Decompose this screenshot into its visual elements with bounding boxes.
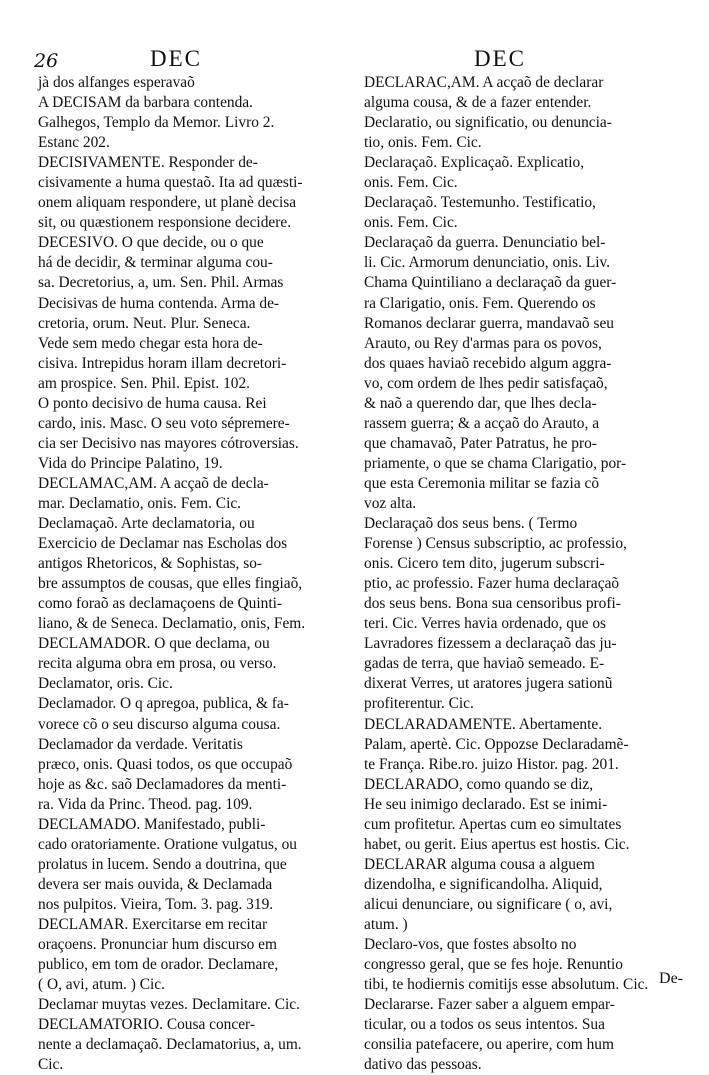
text-line: tio, onis. Fem. Cic. — [364, 134, 482, 152]
text-line: DECLAMATORIO. Cousa concer- — [38, 1016, 255, 1034]
text-line: Declamador da verdade. Veritatis — [38, 735, 243, 753]
text-line: cia ser Decisivo nas mayores cótroversias. — [38, 434, 299, 452]
text-line: Declaraçaõ. Explicaçaõ. Explicatio, — [364, 154, 585, 172]
text-line: & naõ a querendo dar, que lhes decla- — [364, 394, 597, 412]
text-line: alicui denunciare, ou significare ( o, avi, — [364, 895, 613, 913]
text-line: cardo, inis. Masc. O seu voto sépremere- — [38, 414, 290, 432]
text-line: rassem guerra; & a acçaõ do Arauto, a — [364, 414, 600, 432]
text-line: nente a declamaçaõ. Declamatorius, a, um. — [38, 1036, 302, 1054]
text-line: como foraõ as declamaçoens de Quinti- — [38, 595, 283, 613]
text-line: antigos Rhetoricos, & Sophistas, so- — [38, 555, 263, 573]
text-line: Declaro-vos, que fostes absolto no — [364, 936, 577, 954]
text-line: Romanos declarar guerra, mandavaõ seu — [364, 314, 614, 332]
text-line: dativo das pessoas. — [364, 1056, 482, 1074]
text-line: præco, onis. Quasi todos, os que occupaõ — [38, 755, 293, 773]
text-line: gadas de terra, que haviaõ semeado. E- — [364, 655, 605, 673]
text-line: ( O, avi, atum. ) Cic. — [38, 976, 165, 994]
text-line: DECLARADO, como quando se diz, — [364, 775, 594, 793]
text-line: Cic. — [38, 1056, 64, 1074]
text-line: Lavradores fizessem a declaraçaõ das ju- — [364, 635, 617, 653]
text-line: DECESIVO. O que decide, ou o que — [38, 234, 264, 252]
text-line: DECLAMADO. Manifestado, publi- — [38, 815, 266, 833]
text-line: Declaraçaõ. Testemunho. Testificatio, — [364, 194, 596, 212]
text-line: dos quaes haviaõ recebido algum aggra- — [364, 354, 612, 372]
text-line: Declaratio, ou significatio, ou denuncia- — [364, 114, 612, 132]
text-line: DECLAMAC,AM. A acçaõ de decla- — [38, 474, 269, 492]
text-line: cado oratoriamente. Oratione vulgatus, ou — [38, 835, 297, 853]
text-line: Vede sem medo chegar esta hora de- — [38, 334, 263, 352]
catchword: De- — [659, 970, 683, 987]
text-line: que esta Ceremonia militar se fazia cõ — [364, 474, 600, 492]
text-line: DECLARADAMENTE. Abertamente. — [364, 715, 603, 733]
text-line: alguma cousa, & de a fazer entender. — [364, 94, 592, 112]
text-line: te França. Ribe.ro. juizo Histor. pag. 201. — [364, 755, 619, 773]
text-line: Estanc 202. — [38, 134, 110, 152]
text-line: Galhegos, Templo da Memor. Livro 2. — [38, 114, 275, 132]
left-column — [38, 73, 352, 1075]
text-line: devera ser mais ouvida, & Declamada — [38, 875, 273, 893]
text-line: Declararse. Fazer saber a alguem empar- — [364, 996, 615, 1014]
text-line: DECLARAR alguma cousa a alguem — [364, 855, 595, 873]
text-line: Exercicio de Declamar nas Escholas dos — [38, 535, 288, 553]
text-line: sa. Decretorius, a, um. Sen. Phil. Armas — [38, 274, 284, 292]
text-line: consilia patefacere, ou aperire, com hum — [364, 1036, 614, 1054]
text-line: onis. Cicero tem dito, jugerum subscri- — [364, 555, 605, 573]
running-head-left: DEC — [150, 46, 202, 71]
text-line: mar. Declamatio, onis. Fem. Cic. — [38, 494, 242, 512]
text-line: A DECISAM da barbara contenda. — [38, 94, 253, 112]
text-line: profiterentur. Cic. — [364, 695, 474, 713]
text-line: dizendolha, e significandolha. Aliquid, — [364, 875, 603, 893]
text-line: cretoria, orum. Neut. Plur. Seneca. — [38, 314, 251, 332]
text-line: Declaraçaõ dos seus bens. ( Termo — [364, 515, 578, 533]
text-line: am prospice. Sen. Phil. Epist. 102. — [38, 374, 251, 392]
right-column — [364, 73, 686, 1075]
text-line: hoje as &c. saõ Declamadores da menti- — [38, 775, 287, 793]
text-line: publico, em tom de orador. Declamare, — [38, 956, 279, 974]
text-line: atum. ) — [364, 915, 408, 933]
text-line: He seu inimigo declarado. Est se inimi- — [364, 795, 608, 813]
text-line: nos pulpitos. Vieira, Tom. 3. pag. 319. — [38, 895, 274, 913]
text-line: vorece cõ o seu discurso alguma cousa. — [38, 715, 281, 733]
text-line: DECLAMADOR. O que declama, ou — [38, 635, 270, 653]
text-line: onem aliquam respondere, ut planè decisa — [38, 194, 297, 212]
text-line: teri. Cic. Verres havia ordenado, que os — [364, 615, 607, 633]
text-line: dos seus bens. Bona sua censoribus profi- — [364, 595, 621, 613]
text-line: recita alguma obra em prosa, ou verso. — [38, 655, 277, 673]
text-line: habet, ou gerit. Eius apertus est hostis. Cic. — [364, 835, 630, 853]
text-line: li. Cic. Armorum denunciatio, onis. Liv. — [364, 254, 611, 272]
text-line: cum profitetur. Apertas cum eo simultates — [364, 815, 622, 833]
text-line: Vida do Principe Palatino, 19. — [38, 454, 223, 472]
text-line: priamente, o que se chama Clarigatio, por- — [364, 454, 627, 472]
text-line: que chamavaõ, Pater Patratus, he pro- — [364, 434, 597, 452]
text-line: DECLAMAR. Exercitarse em recitar — [38, 915, 268, 933]
running-head-right: DEC — [474, 46, 526, 71]
text-line: cisiva. Intrepidus horam illam decretori- — [38, 354, 287, 372]
text-line: prolatus in lucem. Sendo a doutrina, que — [38, 855, 287, 873]
text-line: Chama Quintiliano a declaraçaõ da guer- — [364, 274, 617, 292]
text-line: O ponto decisivo de huma causa. Rei — [38, 394, 267, 412]
text-line: sit, ou quæstionem responsione decidere. — [38, 214, 292, 232]
text-line: Declamaçaõ. Arte declamatoria, ou — [38, 515, 255, 533]
text-line: ticular, ou a todos os seus intentos. Sua — [364, 1016, 605, 1034]
text-line: liano, & de Seneca. Declamatio, onis, Fem. — [38, 615, 306, 633]
text-line: congresso geral, que se fes hoje. Renuntio — [364, 956, 624, 974]
text-line: DECLARAC,AM. A acçaõ de declarar — [364, 74, 604, 91]
page-number: 26 — [34, 50, 59, 72]
text-line: onis. Fem. Cic. — [364, 174, 458, 192]
text-line: jà dos alfanges esperavaõ — [38, 74, 195, 91]
text-line: dixerat Verres, ut aratores jugera sationũ — [364, 675, 613, 693]
text-line: Declamador. O q apregoa, publica, & fa- — [38, 695, 289, 713]
text-line: Declamator, oris. Cic. — [38, 675, 173, 693]
text-line: DECISIVAMENTE. Responder de- — [38, 154, 258, 172]
text-line: Forense ) Census subscriptio, ac professio, — [364, 535, 627, 553]
text-line: há de decidir, & terminar alguma cou- — [38, 254, 273, 272]
text-line: voz alta. — [364, 494, 417, 512]
text-line: vo, com ordem de lhes pedir satisfaçaõ, — [364, 374, 608, 392]
text-line: ra Clarigatio, onis. Fem. Querendo os — [364, 294, 596, 312]
text-line: onis. Fem. Cic. — [364, 214, 458, 232]
text-line: Arauto, ou Rey d'armas para os povos, — [364, 334, 602, 352]
text-line: Declamar muytas vezes. Declamitare. Cic. — [38, 996, 300, 1014]
text-line: Palam, apertè. Cic. Oppozse Declaradamẽ- — [364, 735, 629, 753]
text-line: ra. Vida da Princ. Theod. pag. 109. — [38, 795, 253, 813]
text-line: bre assumptos de cousas, que elles fingiaõ, — [38, 575, 303, 593]
text-line: Declaraçaõ da guerra. Denunciatio bel- — [364, 234, 606, 252]
text-line: ptio, ac professio. Fazer huma declaraçaõ — [364, 575, 620, 593]
text-line: oraçoens. Pronunciar hum discurso em — [38, 936, 277, 954]
text-line: cisivamente a huma questaõ. Ita ad quæsti- — [38, 174, 303, 192]
text-line: tibi, te hodiernis comitijs esse absolutum. Cic. — [364, 976, 649, 994]
text-line: Decisivas de huma contenda. Arma de- — [38, 294, 280, 312]
